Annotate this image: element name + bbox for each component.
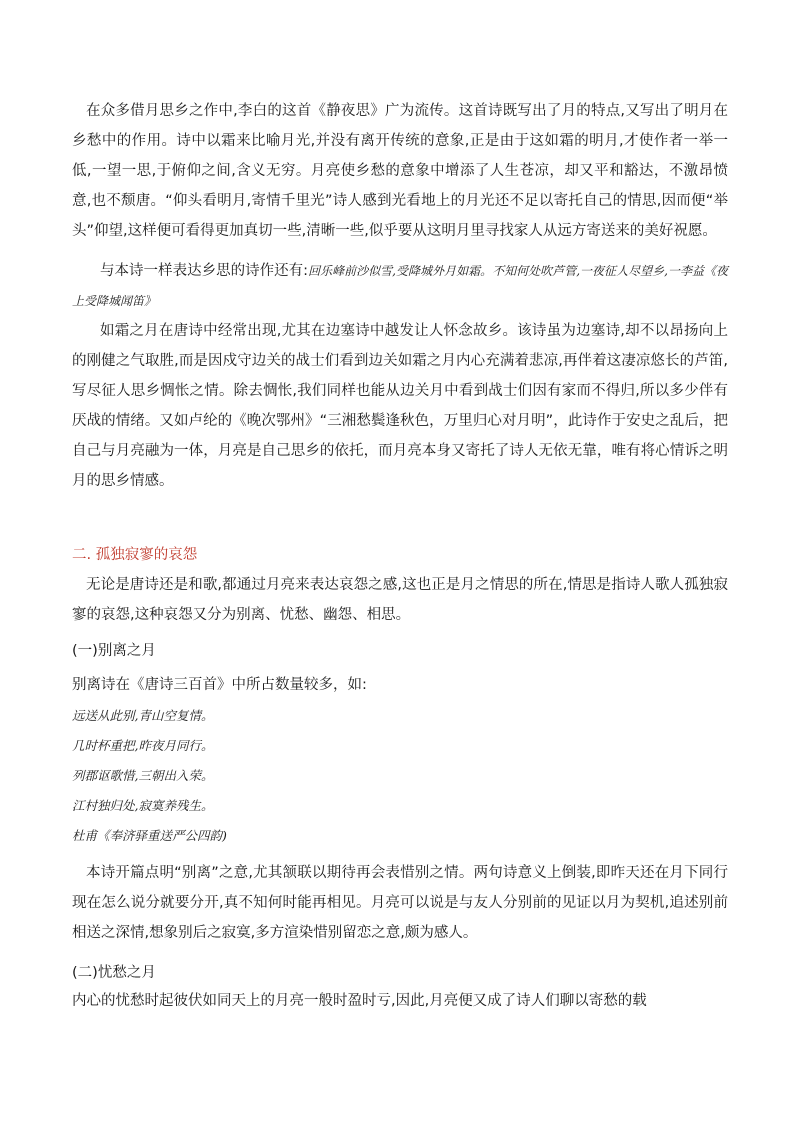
paragraph-2-lead: 与本诗一样表达乡思的诗作还有: [100, 263, 309, 279]
poem-line: 几时杯重把,昨夜月同行。 [72, 738, 214, 753]
paragraph-6: 内心的忧愁时起彼伏如同天上的月亮一般时盈时亏,因此,月亮便又成了诗人们聊以寄愁的载 [72, 993, 647, 1009]
poem-line: 远送从此别,青山空复情。 [72, 708, 214, 723]
paragraph-5: 本诗开篇点明“别离”之意,尤其颔联以期待再会表惜别之情。两句诗意义上倒装,即昨天还在月下同行现在怎么说分就要分开,真不知何时能再相见。月亮可以说是与友人分别前的见证以月为契机,追述别前相送之深情,想象别后之寂寞,多方渲染惜别留恋之意,颇为感人。 [72, 865, 728, 941]
poem-intro: 别离诗在《唐诗三百首》中所占数量较多，如: [72, 677, 367, 693]
paragraph-4: 无论是唐诗还是和歌,都通过月亮来表达哀怨之感,这也正是月之情思的所在,情思是指诗人歌人孤独寂寥的哀怨,这种哀怨又分为别离、忧愁、幽怨、相思。 [72, 577, 728, 623]
paragraph-2 [72, 256, 728, 316]
subsection-heading-2: (二)忧愁之月 [72, 965, 156, 981]
poem-attribution: 杜甫《奉济驿重送严公四韵) [72, 828, 227, 843]
poem-line: 江村独归处,寂寞养残生。 [72, 798, 214, 813]
paragraph-2-poem: 回乐峰前沙似雪,受降城外月如霜。不知何处吹芦管,一夜征人尽望乡,一李益《夜上受降城闻笛》 [72, 264, 729, 308]
section-heading: 二. 孤独寂寥的哀怨 [72, 547, 198, 563]
subsection-heading-1: (一)别离之月 [72, 643, 156, 659]
poem-line: 列郡讴歌惜,三朝出入荣。 [72, 768, 214, 783]
paragraph-3: 如霜之月在唐诗中经常出现,尤其在边塞诗中越发让人怀念故乡。该诗虽为边塞诗,却不以昂扬向上的刚健之气取胜,而是因戍守边关的战士们看到边关如霜之月内心充满着悲凉,再伴着这凄凉悠长的芦笛,写尽征人思乡惆怅之情。除去惆怅,我们同样也能从边关月中看到战士们因有家而不得归,所以多少伴有厌战的情绪。又如卢纶的《晚次鄂州》“三湘愁鬓逢秋色，万里归心对月明”，此诗作于安史之乱后，把自己与月亮融为一体，月亮是自己思乡的依托，而月亮本身又寄托了诗人无依无靠，唯有将心情诉之明月的思乡情感。 [72, 323, 728, 489]
paragraph-1: 在众多借月思乡之作中,李白的这首《静夜思》广为流传。这首诗既写出了月的特点,又写出了明月在乡愁中的作用。诗中以霜来比喻月光,并没有离开传统的意象,正是由于这如霜的明月,才使作者一举一低,一望一思,于俯仰之间,含义无穷。月亮使乡愁的意象中增添了人生苍凉，却又平和豁达，不激昂愤意,也不颓唐。“仰头看明月,寄情千里光”诗人感到光看地上的月光还不足以寄托自己的情思,因而便“举头”仰望,这样便可看得更加真切一些,清晰一些,似乎要从这明月里寻找家人从远方寄送来的美好祝愿。 [72, 103, 729, 239]
